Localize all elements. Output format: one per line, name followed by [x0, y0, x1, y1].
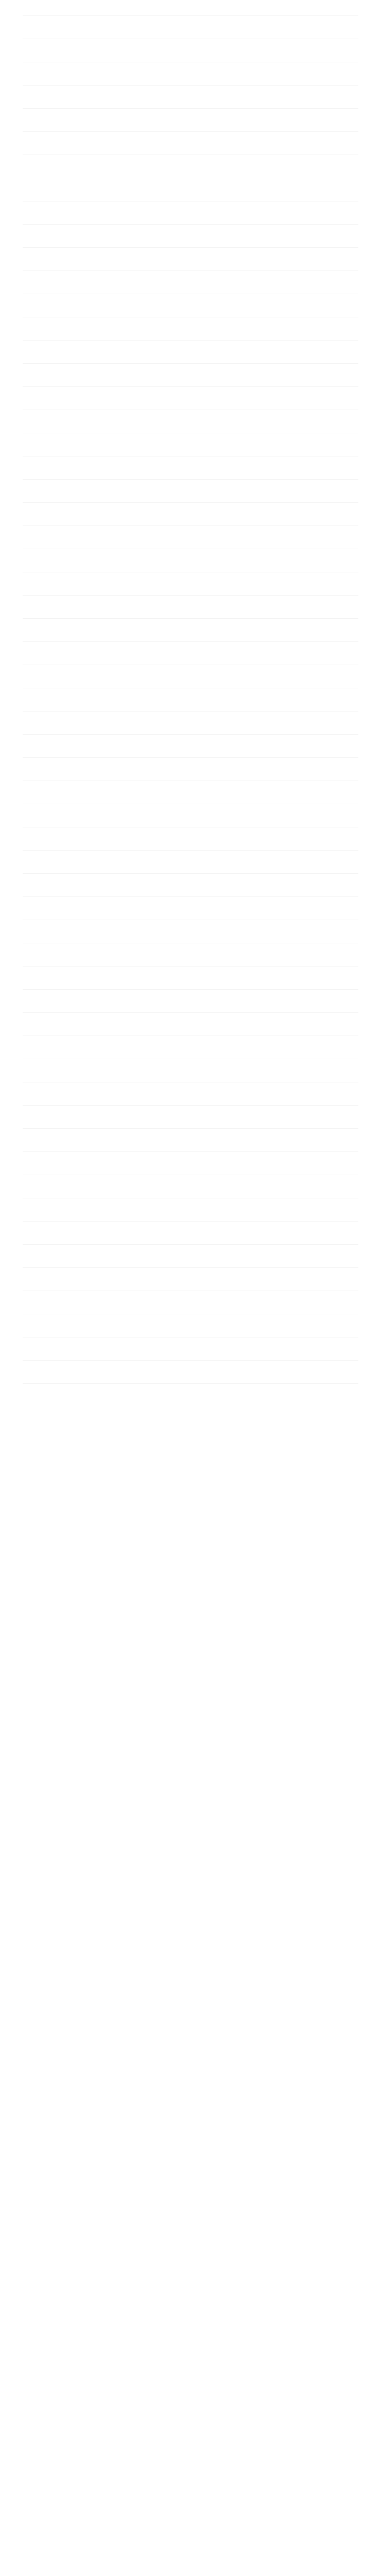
paragraph [23, 1244, 358, 1258]
paragraph [23, 711, 358, 725]
paragraph [23, 526, 358, 539]
paragraph [23, 1059, 358, 1073]
paragraph [23, 224, 358, 238]
paragraph [23, 1314, 358, 1328]
paragraph [23, 966, 358, 980]
paragraph [23, 1267, 358, 1281]
paragraph [23, 781, 358, 794]
paragraph [23, 989, 358, 1003]
paragraph [23, 178, 358, 192]
paragraph [23, 62, 358, 76]
paragraph [23, 433, 358, 447]
paragraph [23, 920, 358, 934]
paragraph [23, 757, 358, 771]
paragraph [23, 804, 358, 818]
paragraph [23, 1105, 358, 1119]
paragraph [23, 201, 358, 215]
paragraph [23, 85, 358, 99]
paragraph [23, 502, 358, 516]
paragraph [23, 572, 358, 586]
paragraph [23, 641, 358, 655]
paragraph [23, 1383, 358, 1397]
paragraph [23, 1151, 358, 1165]
paragraph [23, 270, 358, 284]
paragraph [23, 39, 358, 53]
paragraph [23, 317, 358, 331]
paragraph [23, 108, 358, 122]
paragraph [23, 850, 358, 864]
paragraph [23, 1128, 358, 1142]
paragraph [23, 363, 358, 377]
article-body [23, 15, 358, 1397]
paragraph [23, 456, 358, 470]
paragraph [23, 549, 358, 563]
paragraph [23, 340, 358, 354]
paragraph [23, 1291, 358, 1304]
paragraph [23, 734, 358, 748]
paragraph [23, 1175, 358, 1189]
paragraph [23, 1337, 358, 1351]
paragraph [23, 155, 358, 168]
paragraph [23, 410, 358, 423]
paragraph [23, 618, 358, 632]
paragraph [23, 1012, 358, 1026]
paragraph [23, 1198, 358, 1212]
paragraph [23, 595, 358, 609]
paragraph [23, 294, 358, 308]
paragraph [23, 896, 358, 910]
paragraph [23, 15, 358, 29]
paragraph [23, 873, 358, 887]
paragraph [23, 688, 358, 702]
paragraph [23, 479, 358, 493]
paragraph [23, 386, 358, 400]
paragraph [23, 247, 358, 261]
paragraph [23, 1082, 358, 1096]
paragraph [23, 1221, 358, 1235]
paragraph [23, 131, 358, 145]
paragraph [23, 827, 358, 841]
paragraph [23, 943, 358, 957]
paragraph [23, 1036, 358, 1049]
paragraph [23, 665, 358, 679]
paragraph [23, 1360, 358, 1374]
